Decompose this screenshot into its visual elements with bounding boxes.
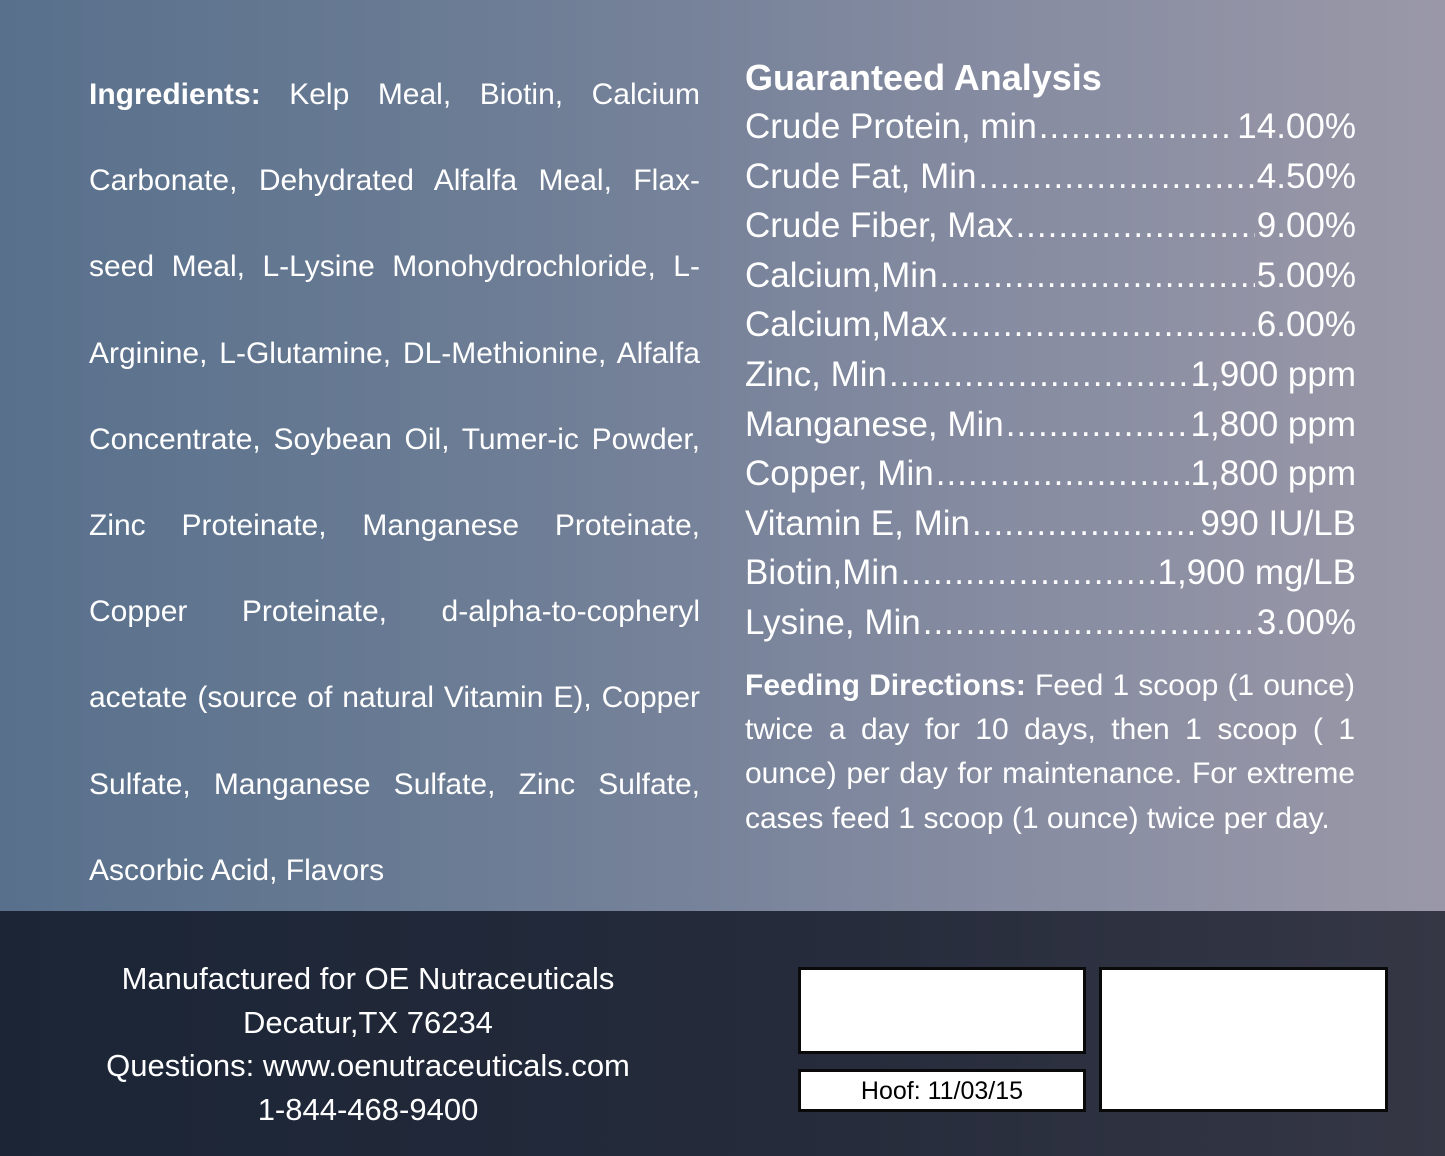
analysis-row: [745, 598, 1356, 648]
dot-leader: [949, 300, 1254, 350]
analysis-nutrient-value: 3.00%: [1256, 602, 1356, 642]
analysis-row: [745, 201, 1356, 251]
lot-number-box: [798, 967, 1086, 1054]
manufacturer-website: Questions: www.oenutraceuticals.com: [106, 1048, 630, 1083]
dot-leader: [972, 499, 1198, 549]
analysis-nutrient-value: 6.00%: [1256, 305, 1356, 345]
date-stamp-text: Hoof: 11/03/15: [860, 1077, 1024, 1105]
guaranteed-analysis: [745, 56, 1356, 648]
dot-leader: [1039, 102, 1235, 152]
date-stamp-box: [798, 1069, 1086, 1112]
analysis-nutrient-value: 1,800 ppm: [1190, 404, 1356, 444]
dot-leader: [978, 152, 1254, 202]
dot-leader: [923, 598, 1255, 648]
barcode-box: [1099, 967, 1388, 1112]
feeding-directions: [745, 664, 1355, 841]
dot-leader: [936, 449, 1189, 499]
analysis-row: [745, 300, 1356, 350]
analysis-nutrient-name: Lysine, Min: [745, 602, 921, 642]
analysis-nutrient-name: Crude Protein, min: [745, 107, 1037, 146]
analysis-nutrient-value: 1,900 mg/LB: [1157, 553, 1356, 593]
manufacturer-phone: 1-844-468-9400: [257, 1091, 479, 1127]
dot-leader: [901, 548, 1156, 598]
dot-leader: [1006, 400, 1189, 450]
analysis-nutrient-name: Vitamin E, Min: [745, 503, 970, 543]
analysis-nutrient-value: 5.00%: [1256, 255, 1356, 295]
analysis-nutrient-value: 1,800 ppm: [1190, 454, 1356, 494]
analysis-nutrient-name: Zinc, Min: [745, 354, 887, 394]
analysis-row: [745, 350, 1356, 400]
analysis-nutrient-name: Calcium,Min: [745, 255, 938, 295]
dot-leader: [889, 350, 1189, 400]
analysis-row: [745, 102, 1356, 152]
analysis-row: [745, 449, 1356, 499]
analysis-row: [745, 548, 1356, 598]
ingredients-label: Ingredients:: [89, 78, 261, 111]
analysis-nutrient-value: 4.50%: [1256, 156, 1356, 196]
ingredients-text: Kelp Meal, Biotin, Calcium Carbonate, Dehydrated Alfalfa Meal, Flax-seed Meal, L-Lysine Monohydrochloride, L-Arginine, L-Glutamine, DL-Methionine, Alfalfa Concentrate, Soybean Oil, Tumer-ic Powder, Zinc Proteinate, Manganese Proteinate, Copper Proteinate, d-alpha-to-copheryl acetate (source of natural Vitamin E), Copper Sulfate, Manganese Sulfate, Zinc Sulfate, Ascorbic Acid, Flavors: [89, 78, 700, 887]
manufacturer-name: Manufactured for OE Nutraceuticals: [121, 961, 615, 996]
analysis-nutrient-name: Crude Fat, Min: [745, 156, 977, 196]
analysis-nutrient-value: 9.00%: [1256, 206, 1356, 246]
dot-leader: [1015, 201, 1254, 251]
ingredients-paragraph: [89, 52, 700, 914]
analysis-nutrient-value: 1,900 ppm: [1190, 354, 1356, 394]
analysis-nutrient-value: 14.00%: [1237, 107, 1356, 146]
feeding-text: Feed 1 scoop (1 ounce) twice a day for 10 days, then 1 scoop ( 1 ounce) per day for maintenance. For extreme cases feed 1 scoop (1 ounce) twice per day.: [745, 669, 1355, 835]
dot-leader: [940, 251, 1255, 301]
analysis-row: [745, 152, 1356, 202]
analysis-nutrient-name: Copper, Min: [745, 454, 934, 494]
manufacturer-info: [68, 957, 668, 1131]
analysis-title: Guaranteed Analysis: [745, 57, 1102, 98]
analysis-nutrient-name: Calcium,Max: [745, 305, 948, 345]
analysis-nutrient-name: Biotin,Min: [745, 553, 899, 593]
analysis-row: [745, 251, 1356, 301]
analysis-row: [745, 499, 1356, 549]
analysis-row: [745, 400, 1356, 450]
analysis-nutrient-value: 990 IU/LB: [1200, 503, 1356, 543]
analysis-table: [745, 102, 1356, 648]
analysis-nutrient-name: Manganese, Min: [745, 404, 1004, 444]
feeding-label: Feeding Directions:: [745, 669, 1026, 702]
analysis-nutrient-name: Crude Fiber, Max: [745, 206, 1014, 246]
manufacturer-address: Decatur,TX 76234: [243, 1004, 493, 1040]
